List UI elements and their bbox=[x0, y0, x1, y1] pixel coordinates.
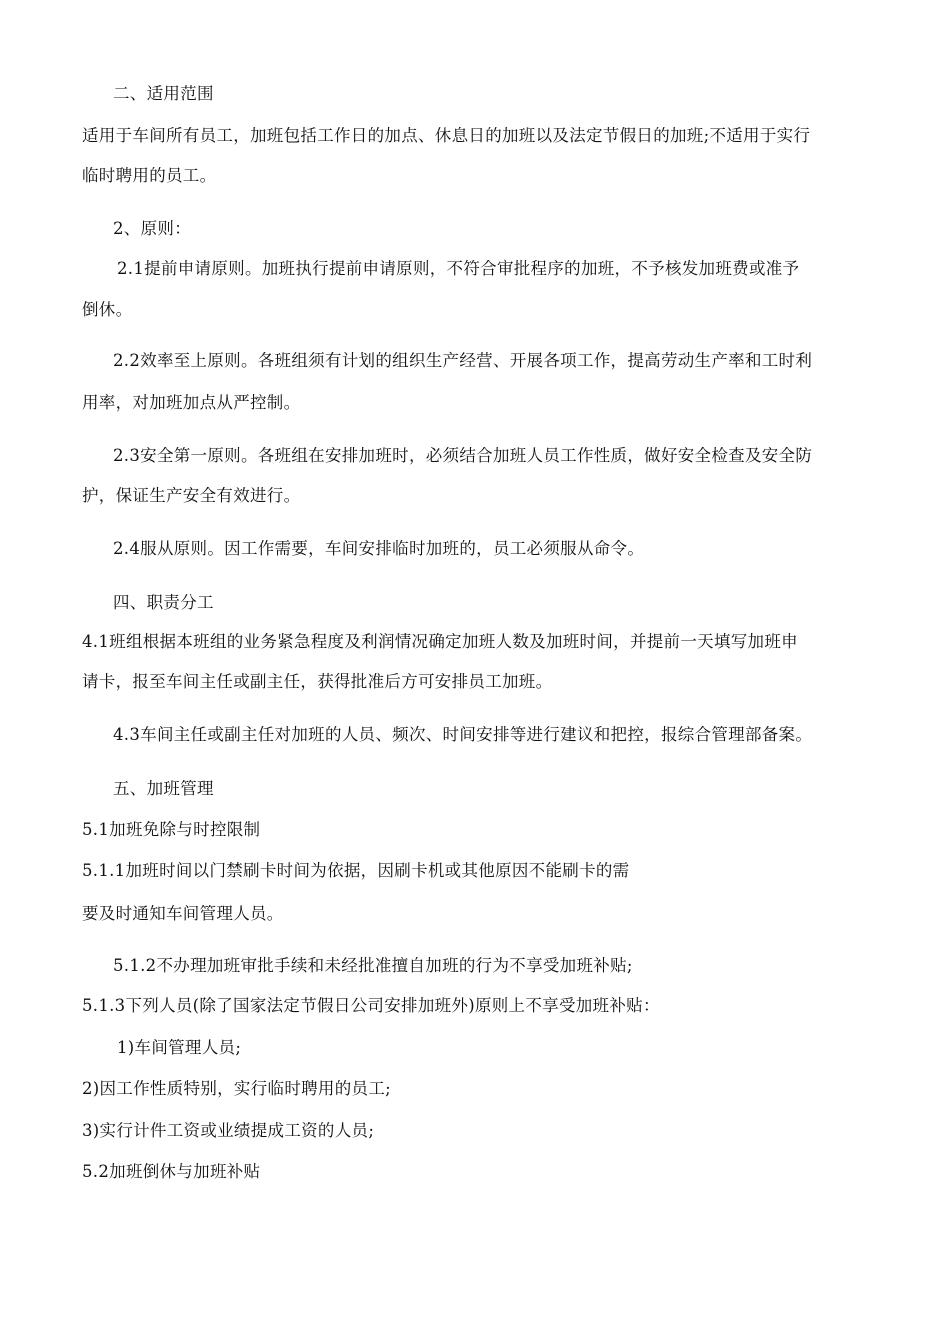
section-heading-scope: 二、适用范围 bbox=[113, 84, 214, 103]
paragraph-line: 用率，对加班加点从严控制。 bbox=[82, 393, 301, 412]
paragraph-line: 5.1.1加班时间以门禁刷卡时间为依据，因刷卡机或其他原因不能刷卡的需 bbox=[82, 861, 630, 880]
paragraph-line: 2.3安全第一原则。各班组在安排加班时，必须结合加班人员工作性质，做好安全检查及安全防 bbox=[113, 446, 813, 465]
paragraph-line: 4.1班组根据本班组的业务紧急程度及利润情况确定加班人数及加班时间，并提前一天填写加班申 bbox=[82, 632, 798, 651]
paragraph-line: 5.1加班免除与时控限制 bbox=[82, 820, 261, 839]
paragraph-line: 4.3车间主任或副主任对加班的人员、频次、时间安排等进行建议和把控，报综合管理部备案。 bbox=[113, 725, 813, 744]
paragraph-line: 适用于车间所有员工，加班包括工作日的加点、休息日的加班以及法定节假日的加班;不适用于实行 bbox=[82, 126, 811, 145]
paragraph-line: 护，保证生产安全有效进行。 bbox=[82, 486, 301, 505]
list-item: 3)实行计件工资或业绩提成工资的人员; bbox=[82, 1121, 375, 1140]
section-heading-duties: 四、职责分工 bbox=[113, 593, 214, 612]
section-heading-management: 五、加班管理 bbox=[113, 779, 214, 798]
section-heading-principles: 2、原则： bbox=[113, 219, 191, 238]
paragraph-line: 2.1提前申请原则。加班执行提前申请原则，不符合审批程序的加班，不予核发加班费或准予 bbox=[117, 259, 800, 278]
list-item: 2)因工作性质特别，实行临时聘用的员工; bbox=[82, 1079, 391, 1098]
paragraph-line: 2.4服从原则。因工作需要，车间安排临时加班的，员工必须服从命令。 bbox=[113, 539, 645, 558]
paragraph-line: 请卡，报至车间主任或副主任，获得批准后方可安排员工加班。 bbox=[82, 672, 553, 691]
paragraph-line: 临时聘用的员工。 bbox=[82, 166, 217, 185]
paragraph-line: 倒休。 bbox=[82, 300, 133, 319]
list-item: 1)车间管理人员; bbox=[117, 1038, 242, 1057]
paragraph-line: 2.2效率至上原则。各班组须有计划的组织生产经营、开展各项工作，提高劳动生产率和工时利 bbox=[113, 351, 813, 370]
paragraph-line: 5.1.3下列人员(除了国家法定节假日公司安排加班外)原则上不享受加班补贴： bbox=[82, 996, 660, 1015]
paragraph-line: 5.2加班倒休与加班补贴 bbox=[82, 1162, 261, 1181]
paragraph-line: 要及时通知车间管理人员。 bbox=[82, 904, 284, 923]
paragraph-line: 5.1.2不办理加班审批手续和未经批准擅自加班的行为不享受加班补贴; bbox=[113, 956, 633, 975]
